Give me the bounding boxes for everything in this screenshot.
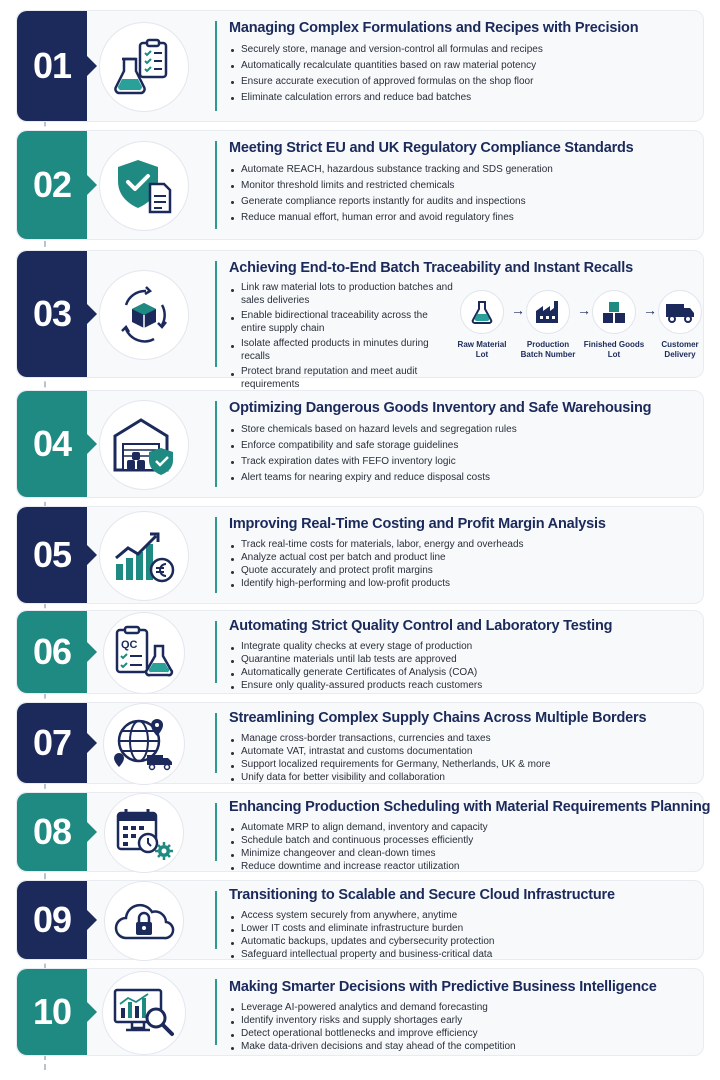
accent-divider xyxy=(215,141,217,229)
bullet: Schedule batch and continuous processes efficiently xyxy=(229,834,691,847)
factory-icon xyxy=(526,290,570,334)
truck-icon xyxy=(658,290,702,334)
bullet: Isolate affected products in minutes during recalls xyxy=(229,338,453,363)
section-07 xyxy=(16,702,704,784)
bullet: Quarantine materials until lab tests are approved xyxy=(229,653,691,666)
bullet: Make data-driven decisions and stay ahead of the competition xyxy=(229,1040,691,1053)
bullet: Automatic backups, updates and cybersecurity protection xyxy=(229,935,691,948)
bullet: Identify inventory risks and supply shortages early xyxy=(229,1014,691,1027)
section-title: Improving Real-Time Costing and Profit Margin Analysis xyxy=(229,516,606,532)
section-10 xyxy=(16,968,704,1056)
section-number: 03 xyxy=(17,251,87,377)
bullet: Analyze actual cost per batch and product line xyxy=(229,551,691,564)
bullet: Unify data for better visibility and collaboration xyxy=(229,771,691,784)
arrow-icon: → xyxy=(577,302,591,318)
section-title: Streamlining Complex Supply Chains Across Multiple Borders xyxy=(229,710,647,726)
flask-icon xyxy=(460,290,504,334)
section-03 xyxy=(16,250,704,390)
arrow-icon: → xyxy=(643,302,657,318)
section-08 xyxy=(16,792,711,872)
flow-label: Customer Delivery xyxy=(661,340,699,359)
cloud-lock-icon xyxy=(104,881,184,961)
section-title: Enhancing Production Scheduling with Material Requirements Planning xyxy=(229,799,711,815)
flow-label: Raw Material Lot xyxy=(457,340,507,359)
section-title: Automating Strict Quality Control and Laboratory Testing xyxy=(229,618,613,634)
bullet: Alert teams for nearing expiry and reduce disposal costs xyxy=(229,470,691,486)
section-number: 01 xyxy=(17,11,87,121)
flow-step-finished-goods xyxy=(583,290,645,360)
section-number: 02 xyxy=(17,131,87,239)
bullet: Minimize changeover and clean-down times xyxy=(229,847,691,860)
box-cycle-icon xyxy=(99,270,189,360)
accent-divider xyxy=(215,401,217,487)
bullet: Reduce manual effort, human error and avoid regulatory fines xyxy=(229,210,691,226)
section-number: 04 xyxy=(17,391,87,497)
bullet: Eliminate calculation errors and reduce bad batches xyxy=(229,90,691,106)
accent-divider xyxy=(215,261,217,367)
bullet: Track real-time costs for materials, labor, energy and overheads xyxy=(229,538,691,551)
flask-checklist-icon xyxy=(99,22,189,112)
bullet: Generate compliance reports instantly for audits and inspections xyxy=(229,194,691,210)
section-number: 05 xyxy=(17,507,87,603)
section-number: 09 xyxy=(17,881,87,959)
section-title: Making Smarter Decisions with Predictive Business Intelligence xyxy=(229,979,657,995)
accent-divider xyxy=(215,979,217,1045)
accent-divider xyxy=(215,891,217,949)
bullet: Track expiration dates with FEFO inventory logic xyxy=(229,454,691,470)
bullet: Protect brand reputation and meet audit requirements xyxy=(229,366,453,391)
section-title: Transitioning to Scalable and Secure Cloud Infrastructure xyxy=(229,887,615,903)
flow-label: Finished Goods Lot xyxy=(583,340,645,359)
qc-clipboard-flask-icon xyxy=(103,612,185,694)
section-05 xyxy=(16,506,704,604)
bullet: Ensure only quality-assured products reach customers xyxy=(229,679,691,692)
bullet: Identify high-performing and low-profit products xyxy=(229,577,691,590)
bullet: Securely store, manage and version-control all formulas and recipes xyxy=(229,42,691,58)
section-title: Managing Complex Formulations and Recipes with Precision xyxy=(229,20,639,36)
traceability-flow xyxy=(451,290,701,370)
accent-divider xyxy=(215,621,217,683)
bullet: Automate VAT, intrastat and customs documentation xyxy=(229,745,691,758)
section-06 xyxy=(16,610,704,694)
globe-truck-icon xyxy=(103,703,185,785)
flow-step-raw-material xyxy=(451,290,513,360)
flow-step-customer-delivery xyxy=(649,290,711,360)
section-02 xyxy=(16,130,704,240)
bullet: Automate MRP to align demand, inventory and capacity xyxy=(229,821,691,834)
bullet: Enable bidirectional traceability across the entire supply chain xyxy=(229,310,453,335)
bullet: Enforce compatibility and safe storage guidelines xyxy=(229,438,691,454)
arrow-icon: → xyxy=(511,302,525,318)
flow-step-production xyxy=(517,290,579,360)
bullet: Lower IT costs and eliminate infrastructure burden xyxy=(229,922,691,935)
flow-label: Production Batch Number xyxy=(520,340,576,359)
section-04 xyxy=(16,390,704,498)
bullet: Safeguard intellectual property and business-critical data xyxy=(229,948,691,961)
section-09 xyxy=(16,880,704,960)
section-title: Achieving End-to-End Batch Traceability and Instant Recalls xyxy=(229,260,633,276)
bullet: Manage cross-border transactions, currencies and taxes xyxy=(229,732,691,745)
calendar-gear-icon xyxy=(104,793,184,873)
bullet: Monitor threshold limits and restricted chemicals xyxy=(229,178,691,194)
chart-euro-icon xyxy=(99,511,189,601)
bullet: Integrate quality checks at every stage of production xyxy=(229,640,691,653)
bullet: Support localized requirements for Germany, Netherlands, UK & more xyxy=(229,758,691,771)
shield-document-icon xyxy=(99,141,189,231)
bullet: Access system securely from anywhere, anytime xyxy=(229,909,691,922)
bullet: Automate REACH, hazardous substance tracking and SDS generation xyxy=(229,162,691,178)
accent-divider xyxy=(215,803,217,861)
bullet: Quote accurately and protect profit margins xyxy=(229,564,691,577)
bullet: Leverage AI-powered analytics and demand forecasting xyxy=(229,1001,691,1014)
monitor-analytics-icon xyxy=(102,971,186,1055)
section-01 xyxy=(16,10,704,122)
bullet: Automatically generate Certificates of Analysis (COA) xyxy=(229,666,691,679)
accent-divider xyxy=(215,517,217,593)
bullet: Detect operational bottlenecks and improve efficiency xyxy=(229,1027,691,1040)
qc-label: QC xyxy=(121,639,138,651)
bullet: Automatically recalculate quantities based on raw material potency xyxy=(229,58,691,74)
section-title: Meeting Strict EU and UK Regulatory Compliance Standards xyxy=(229,140,634,156)
section-title: Optimizing Dangerous Goods Inventory and Safe Warehousing xyxy=(229,400,652,416)
section-number: 07 xyxy=(17,703,87,783)
warehouse-shield-icon xyxy=(99,400,189,490)
section-number: 10 xyxy=(17,969,87,1055)
accent-divider xyxy=(215,713,217,773)
accent-divider xyxy=(215,21,217,111)
bullet: Ensure accurate execution of approved formulas on the shop floor xyxy=(229,74,691,90)
boxes-icon xyxy=(592,290,636,334)
section-number: 08 xyxy=(17,793,87,871)
bullet: Reduce downtime and increase reactor utilization xyxy=(229,860,691,873)
bullet: Link raw material lots to production batches and sales deliveries xyxy=(229,282,453,307)
bullet: Store chemicals based on hazard levels and segregation rules xyxy=(229,422,691,438)
section-number: 06 xyxy=(17,611,87,693)
